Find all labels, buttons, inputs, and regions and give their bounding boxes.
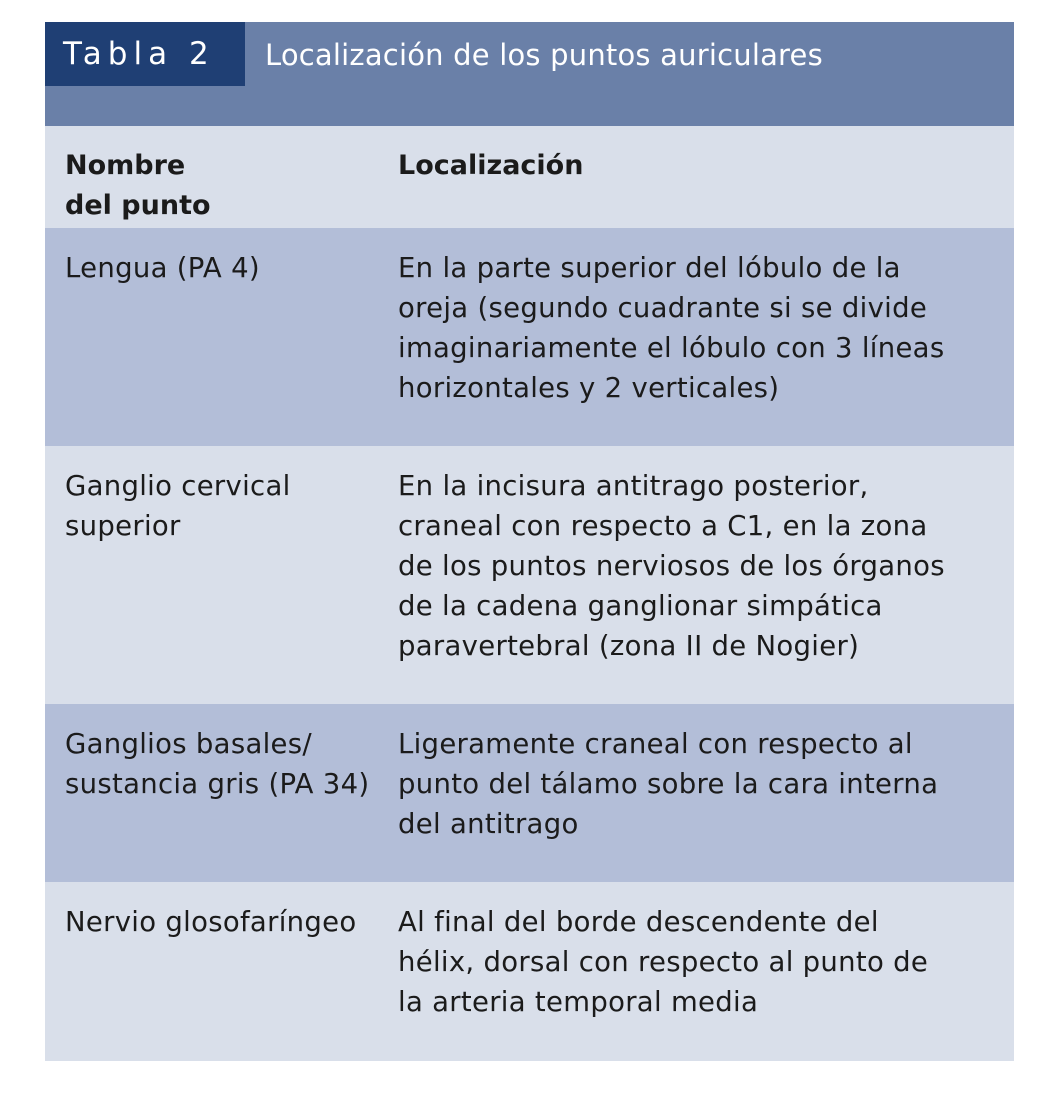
table-row — [45, 446, 1014, 704]
point-location-cell — [398, 466, 1014, 704]
point-location-cell — [398, 248, 1014, 446]
header-name-line: del punto — [65, 190, 211, 221]
location-line: paravertebral (zona II de Nogier) — [398, 630, 860, 662]
point-location-cell — [398, 902, 1014, 1061]
location-line: craneal con respecto a C1, en la zona — [398, 510, 928, 542]
location-line: oreja (segundo cuadrante si se divide — [398, 292, 928, 324]
table-header-row — [45, 126, 1014, 228]
point-name-cell — [45, 466, 398, 704]
point-name-line: Ganglio cervical — [65, 470, 291, 502]
location-line: En la parte superior del lóbulo de la — [398, 252, 901, 284]
table-title-bar — [45, 22, 1014, 126]
auricular-points-table — [45, 22, 1014, 1061]
location-line: Al final del borde descendente del — [398, 906, 879, 938]
point-name-line: Nervio glosofaríngeo — [65, 906, 357, 938]
location-line: En la incisura antitrago posterior, — [398, 470, 869, 502]
location-line: la arteria temporal media — [398, 986, 759, 1018]
point-name-cell — [45, 248, 398, 446]
location-line: de la cadena ganglionar simpática — [398, 590, 883, 622]
header-name-line: Nombre — [65, 150, 186, 181]
location-line: Ligeramente craneal con respecto al — [398, 728, 913, 760]
header-location-cell: Localización — [398, 150, 584, 181]
location-line: horizontales y 2 verticales) — [398, 372, 780, 404]
point-name-line: Lengua (PA 4) — [65, 252, 260, 284]
table-row — [45, 882, 1014, 1061]
point-name-line: superior — [65, 510, 181, 542]
point-name-line: Ganglios basales/ — [65, 728, 312, 760]
location-line: hélix, dorsal con respecto al punto de — [398, 946, 929, 978]
point-name-cell — [45, 902, 398, 1061]
point-name-line: sustancia gris (PA 34) — [65, 768, 370, 800]
table-number-label: Tabla 2 — [45, 22, 245, 86]
table-row — [45, 704, 1014, 882]
location-line: punto del tálamo sobre la cara interna — [398, 768, 939, 800]
point-location-cell — [398, 724, 1014, 882]
location-line: del antitrago — [398, 808, 579, 840]
header-name-cell — [45, 146, 398, 228]
location-line: de los puntos nerviosos de los órganos — [398, 550, 945, 582]
table-title: Localización de los puntos auriculares — [265, 38, 823, 72]
table-row — [45, 228, 1014, 446]
point-name-cell — [45, 724, 398, 882]
location-line: imaginariamente el lóbulo con 3 líneas — [398, 332, 945, 364]
